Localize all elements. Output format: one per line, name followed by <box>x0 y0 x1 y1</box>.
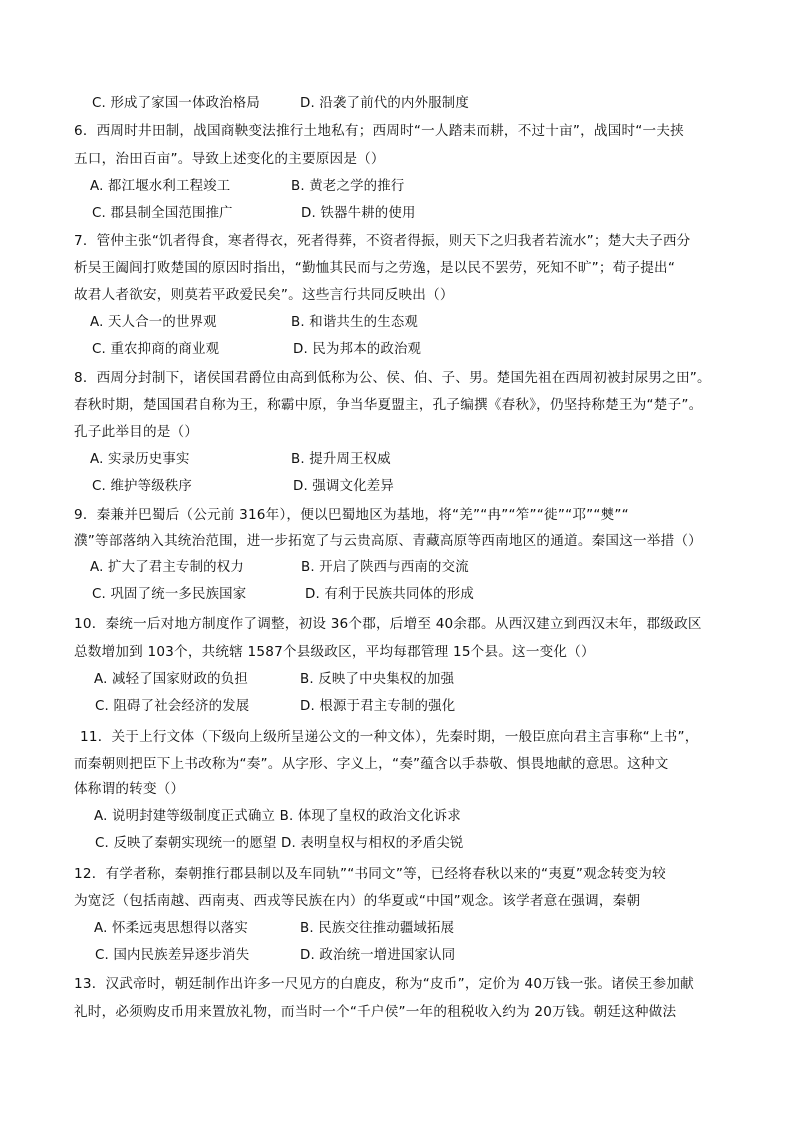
q11-stem-line-3: 体称谓的转变（） <box>74 781 185 797</box>
q8-stem-line-3: 孔子此举目的是（） <box>74 424 199 440</box>
q10-option-d: D. 根源于君主专制的强化 <box>300 699 456 714</box>
q8-option-d: D. 强调文化差异 <box>293 479 394 494</box>
q7-stem-line-2: 析吴王阖闾打败楚国的原因时指出，“勤恤其民而与之劳逸，是以民不罢劳，死知不旷”；荀子提出“ <box>74 260 676 276</box>
q12-stem-line-1: 12．有学者称，秦朝推行郡县制以及车同轨”“书同文”等，已经将春秋以来的“夷夏”观念转变为较 <box>74 866 666 882</box>
q5-option-d: D. 沿袭了前代的内外服制度 <box>300 96 469 111</box>
q9-option-c: C. 巩固了统一多民族国家 <box>92 587 247 602</box>
q7-option-d: D. 民为邦本的政治观 <box>293 342 422 357</box>
q6-option-b: B. 黄老之学的推行 <box>291 179 405 194</box>
q10-stem-line-1: 10．秦统一后对地方制度作了调整，初设 36个郡，后增至 40余郡。从西汉建立到西汉末年，郡级政区 <box>74 616 702 632</box>
q7-stem-line-3: 故君人者欲安，则莫若平政爱民矣”。这些言行共同反映出（） <box>74 287 454 303</box>
q6-option-c: C. 郡县制全国范围推广 <box>92 206 233 221</box>
q8-option-c: C. 维护等级秩序 <box>92 479 193 494</box>
q9-stem-line-1: 9．秦兼并巴蜀后（公元前 316年），便以巴蜀地区为基地，将“羌”“冉”“笮”“徙”“邛”“僰”“ <box>74 507 629 523</box>
q13-stem-line-1: 13．汉武帝时，朝廷制作出许多一尺见方的白鹿皮，称为“皮币”，定价为 40万钱一张。诸侯王参加献 <box>74 976 694 992</box>
q12-option-c: C. 国内民族差异逐步消失 <box>95 948 250 963</box>
q8-option-a: A. 实录历史事实 <box>90 452 190 467</box>
q7-option-b: B. 和谐共生的生态观 <box>291 315 419 330</box>
q7-option-a: A. 天人合一的世界观 <box>90 315 217 330</box>
q8-stem-line-1: 8．西周分封制下，诸侯国君爵位由高到低称为公、侯、伯、子、男。楚国先祖在西周初被封尿男之田”。 <box>74 370 711 386</box>
q9-option-d: D. 有利于民族共同体的形成 <box>305 587 474 602</box>
q13-stem-line-2: 礼时，必须购皮币用来置放礼物，而当时一个“千户侯”一年的租税收入约为 20万钱。朝廷这种做法 <box>74 1004 677 1020</box>
q12-option-d: D. 政治统一增进国家认同 <box>300 948 456 963</box>
q6-stem-line-2: 五口，治田百亩”。导致上述变化的主要原因是（） <box>74 151 385 167</box>
q12-option-b: B. 民族交往推动疆域拓展 <box>300 921 455 936</box>
q10-option-c: C. 阻碍了社会经济的发展 <box>95 699 250 714</box>
q10-option-b: B. 反映了中央集权的加强 <box>300 672 455 687</box>
q9-stem-line-2: 濮”等部落纳入其统治范围，进一步拓宽了与云贵高原、青藏高原等西南地区的通道。秦国这一举措（） <box>74 533 702 549</box>
q8-option-b: B. 提升周王权威 <box>291 452 391 467</box>
q12-stem-line-2: 为宽泛（包括南越、西南夷、西戎等民族在内）的华夏或“中国”观念。该学者意在强调，秦朝 <box>74 893 641 909</box>
q11-stem-line-2: 而秦朝则把臣下上书改称为“奏”。从字形、字义上，“奏”蕴含以手恭敬、惧畏地献的意思。这种文 <box>74 756 669 772</box>
q7-option-c: C. 重农抑商的商业观 <box>92 342 220 357</box>
q9-option-a: A. 扩大了君主专制的权力 <box>90 560 244 575</box>
q6-option-d: D. 铁器牛耕的使用 <box>301 206 416 221</box>
q10-option-a: A. 减轻了国家财政的负担 <box>94 672 248 687</box>
q11-stem-line-1: 11．关于上行文体（下级向上级所呈递公文的一种文体），先秦时期，一般臣庶向君主言事称“上书”， <box>80 729 699 745</box>
q7-stem-line-1: 7．管仲主张“饥者得食，寒者得衣，死者得葬，不资者得振，则天下之归我者若流水”；楚大夫子西分 <box>74 233 691 249</box>
q12-option-a: A. 怀柔远夷思想得以落实 <box>94 921 248 936</box>
q5-option-c: C. 形成了家国一体政治格局 <box>92 96 260 111</box>
q6-stem-line-1: 6．西周时井田制，战国商鞅变法推行土地私有；西周时“一人踏耒而耕，不过十亩”，战国时“一夫挟 <box>74 123 684 139</box>
q9-option-b: B. 开启了陕西与西南的交流 <box>301 560 469 575</box>
q6-option-a: A. 都江堰水利工程竣工 <box>90 179 231 194</box>
q10-stem-line-2: 总数增加到 103个，共统辖 1587个县级政区，平均每郡管理 15个县。这一变化（） <box>74 644 595 660</box>
q8-stem-line-2: 春秋时期，楚国国君自称为王，称霸中原，争当华夏盟主，孔子编撰《春秋》，仍坚持称楚王为“楚子”。 <box>74 397 703 413</box>
q11-options-c-d: C. 反映了秦朝实现统一的愿望 D. 表明皇权与相权的矛盾尖锐 <box>95 836 464 851</box>
q11-options-a-b: A. 说明封建等级制度正式确立 B. 体现了皇权的政治文化诉求 <box>94 809 461 824</box>
